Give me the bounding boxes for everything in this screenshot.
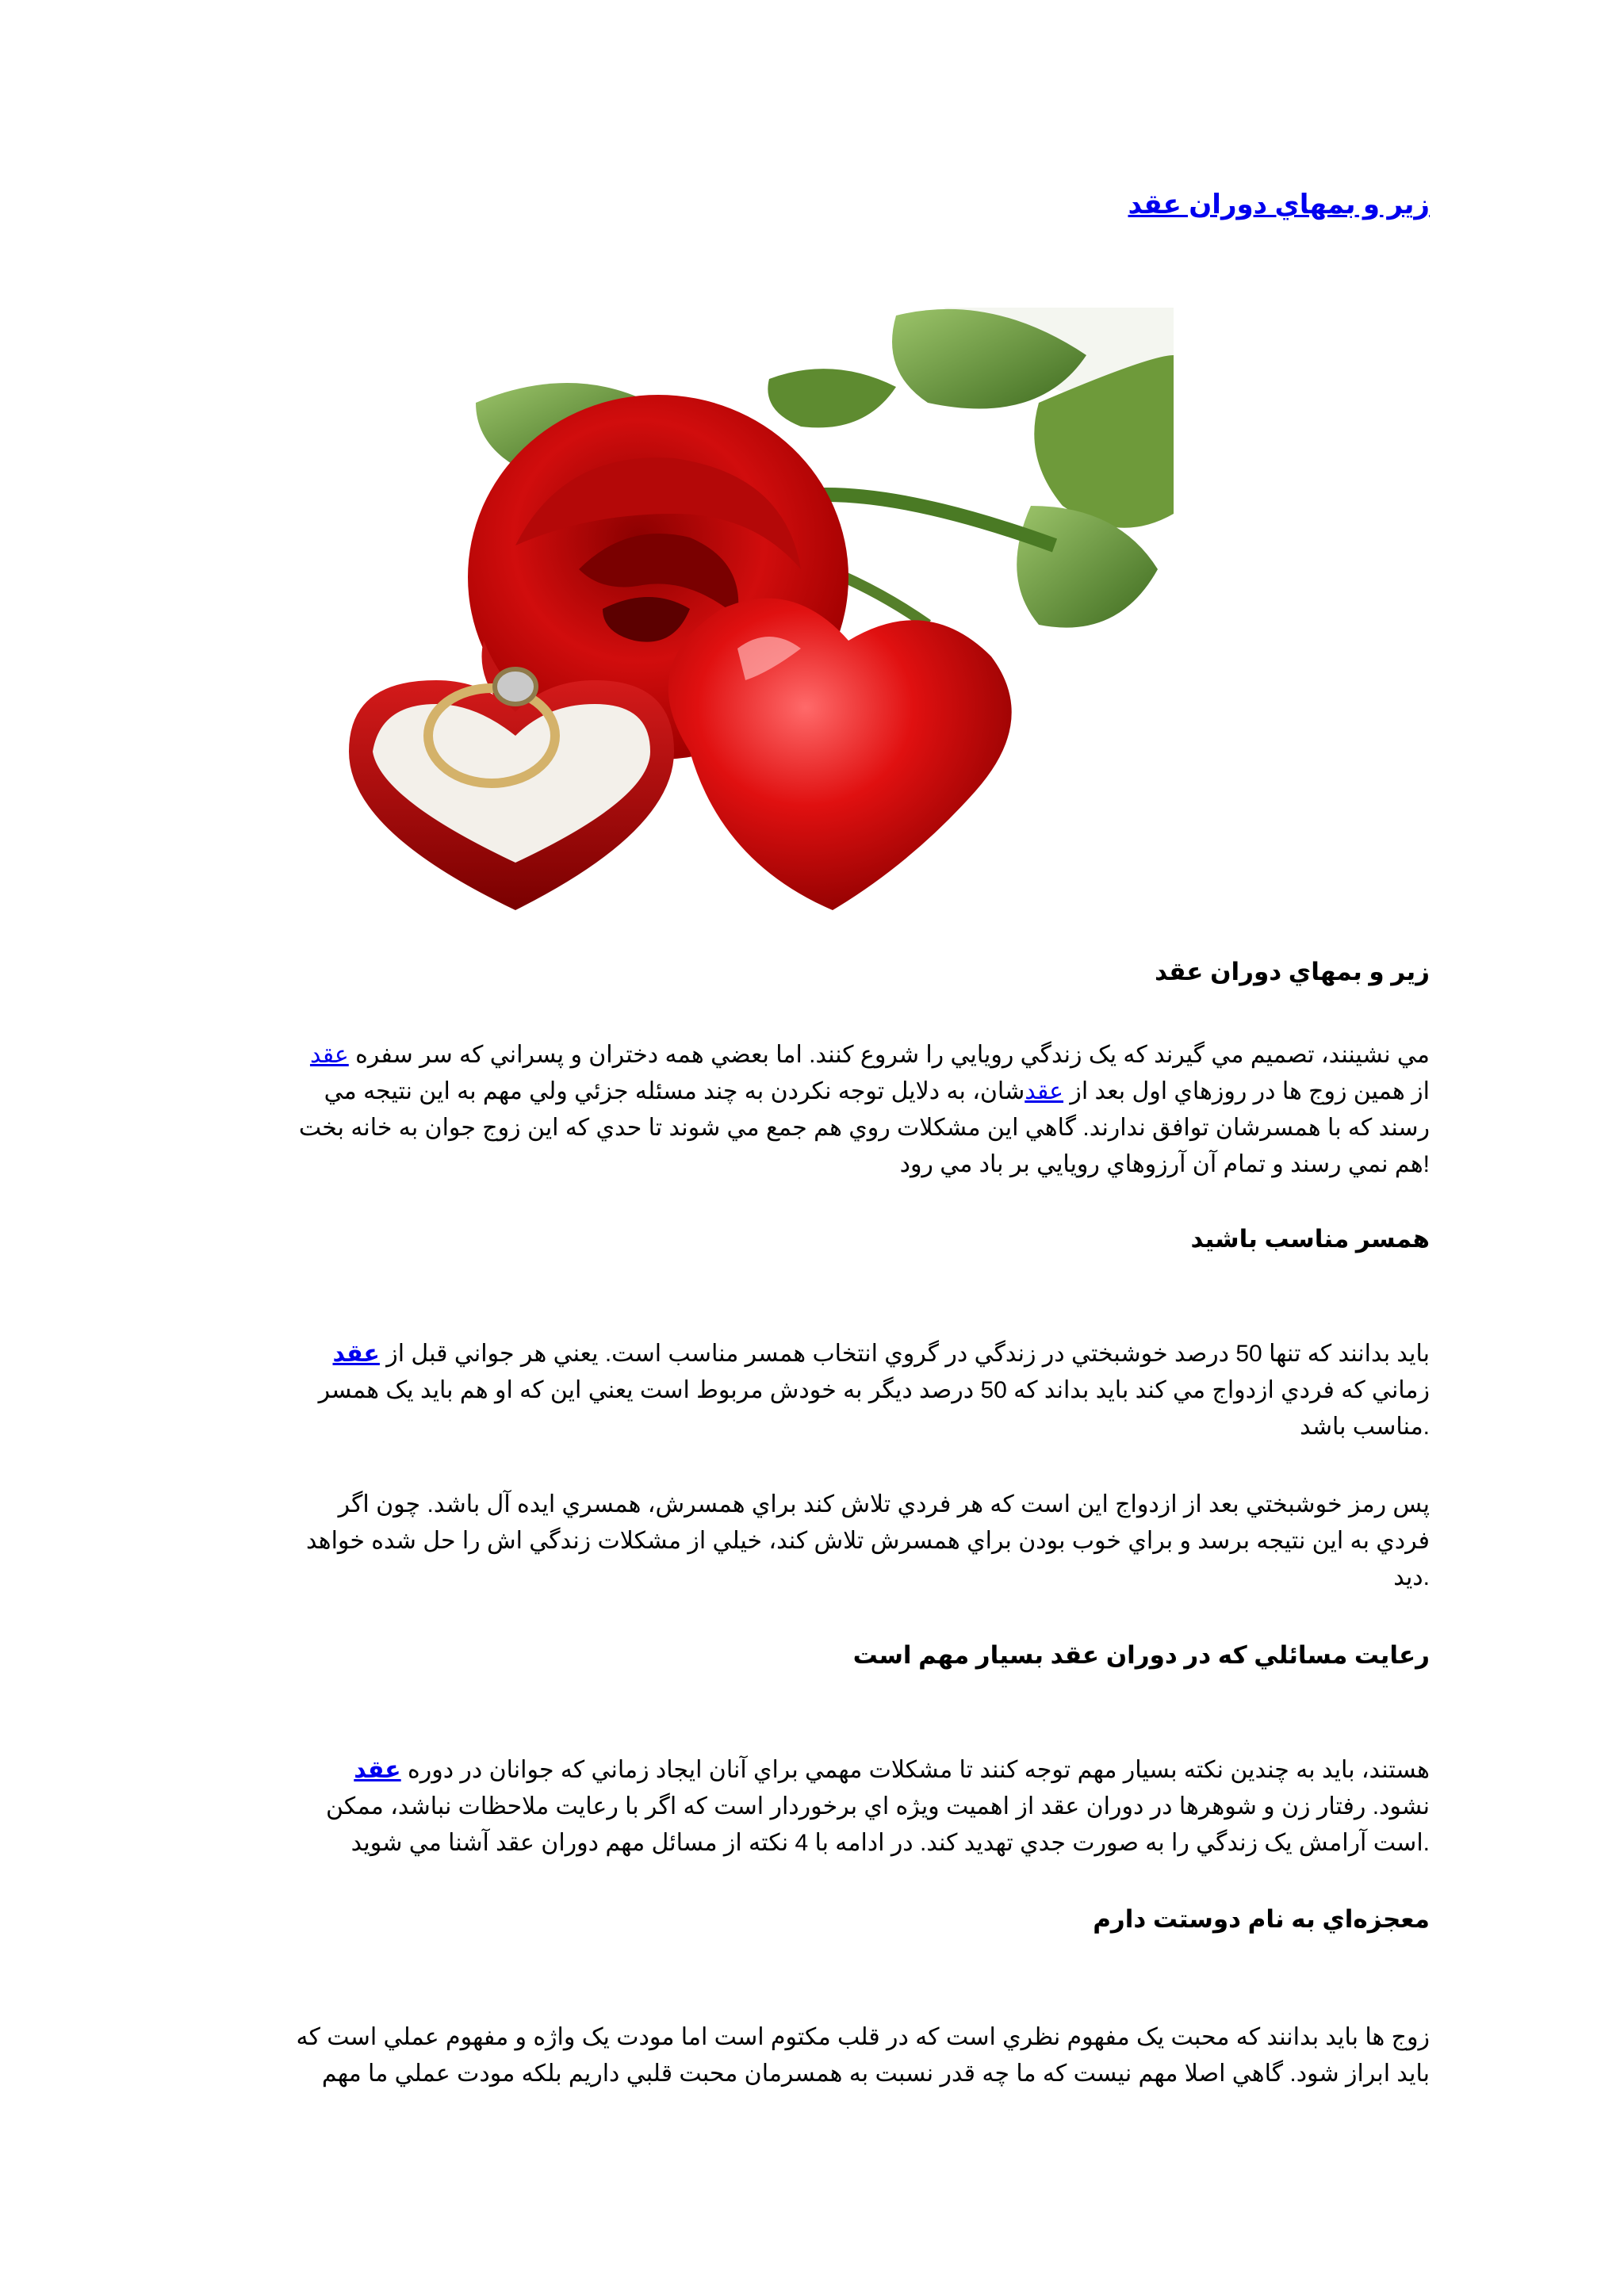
title-link[interactable]: زير و بمهاي دوران عقد	[1128, 189, 1430, 220]
section-paragraph-2b	[193, 1487, 1430, 1596]
text-line: بايد بدانند که تنها 50 درصد خوشبختي در زندگي در گروي انتخاب همسر مناسب است. يعني هر جواني قبل از عقد	[332, 1341, 1430, 1367]
section-heading-3: رعايت مسائلي که در دوران عقد بسيار مهم است	[852, 1641, 1430, 1669]
text-line: .ديد	[1393, 1564, 1430, 1590]
link-aghd[interactable]: عقد	[354, 1757, 401, 1783]
section-heading-1: زير و بمهاي دوران عقد	[1155, 958, 1430, 985]
section-paragraph-3	[193, 1752, 1430, 1862]
rose-ring-illustration	[278, 308, 1174, 951]
section-heading-4: معجزه‌اي به نام دوستت دارم	[1093, 1905, 1430, 1933]
text-line: .مناسب باشد	[1300, 1414, 1430, 1440]
text-line: از همين زوج ها در روزهاي اول بعد از عقدشان، به دلايل توجه نکردن به چند مسئله جزئي ولي مهم به اين نتيجه مي	[324, 1078, 1430, 1104]
link-aghd[interactable]: عقد	[332, 1341, 380, 1367]
rose-and-ring-photo	[278, 308, 1174, 951]
text-line: فردي به اين نتيجه برسد و براي خوب بودن براي همسرش تلاش کند، خيلي از مشکلات زندگي اش را حل شده خواهد	[306, 1528, 1430, 1554]
text-line: زماني که فردي ازدواج مي کند بايد بداند که 50 درصد ديگر به خودش مربوط است يعني اين که او هم بايد يک همسر	[318, 1377, 1430, 1403]
link-aghd[interactable]: عقد	[1025, 1078, 1064, 1104]
section-paragraph-2	[193, 1336, 1430, 1445]
text-line: رسند که با همسرشان توافق ندارند. گاهي اين مشکلات روي هم جمع مي شوند تا حدي که اين زوج جوان به خانه بخت	[298, 1115, 1430, 1141]
text-line: بايد ابراز شود. گاهي اصلا مهم نيست که ما چه قدر نسبت به همسرمان محبت قلبي داريم بلکه مودت عملي ما مهم	[321, 2061, 1430, 2087]
section-paragraph-1	[193, 1037, 1430, 1183]
text-line: !هم نمي رسند و تمام آن آرزوهاي رويايي بر باد مي رود	[899, 1151, 1430, 1177]
text-line: مي نشينند، تصميم مي گيرند که يک زندگي رويايي را شروع کنند. اما بعضي همه دختران و پسراني که سر سفره عقد	[309, 1042, 1430, 1068]
section-paragraph-4	[193, 2019, 1430, 2092]
text-line: .است آرامش يک زندگي را به صورت جدي تهديد کند. در ادامه با 4 نکته از مسائل مهم دوران عقد آشنا مي شويد	[350, 1830, 1430, 1856]
text-line: پس رمز خوشبختي بعد از ازدواج اين است که هر فردي تلاش کند براي همسرش، همسري ايده آل باشد. چون اگر	[338, 1491, 1430, 1517]
section-heading-2: همسر مناسب باشيد	[1190, 1225, 1430, 1253]
text-line: زوج ها بايد بدانند که محبت يک مفهوم نظري است که در قلب مکتوم است اما مودت يک واژه و مفهوم عملي است که	[296, 2024, 1430, 2050]
text-line: نشود. رفتار زن و شوهرها در دوران عقد از اهميت ويژه اي برخوردار است که اگر با رعايت ملاحظات نباشد، ممکن	[326, 1793, 1430, 1820]
text-line: هستند، بايد به چندين نکته بسيار مهم توجه کنند تا مشکلات مهمي براي آنان ايجاد زماني که جوانان در دوره عقد	[354, 1757, 1430, 1783]
link-aghd[interactable]: عقد	[309, 1042, 349, 1068]
